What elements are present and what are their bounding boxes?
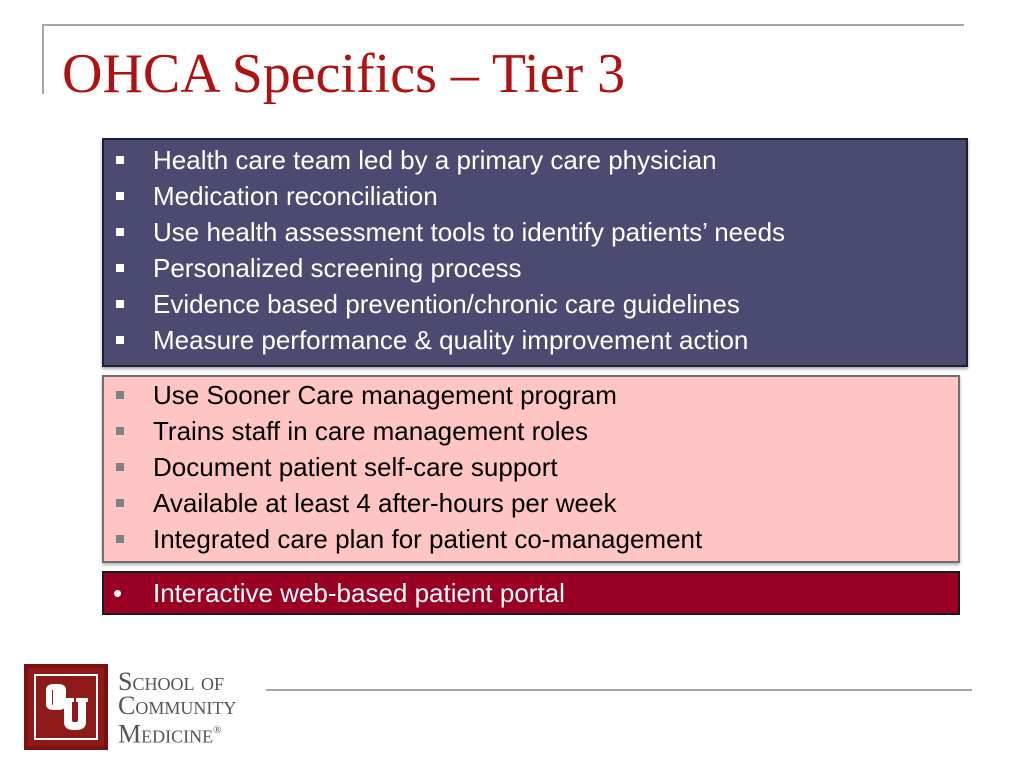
- square-bullet-icon: [116, 300, 124, 308]
- school-name-line3: Medicine: [118, 719, 214, 749]
- square-bullet-icon: [116, 391, 124, 399]
- square-bullet-icon: [116, 192, 124, 200]
- list-item-text: Medication reconciliation: [153, 181, 438, 211]
- list-item-text: Interactive web-based patient portal: [153, 578, 565, 608]
- list-item: [104, 521, 958, 557]
- square-bullet-icon: [116, 228, 124, 236]
- list-item-text: Health care team led by a primary care physician: [153, 145, 717, 175]
- square-bullet-icon: [116, 264, 124, 272]
- list-item: [104, 485, 958, 521]
- list-item: [104, 178, 966, 214]
- square-bullet-icon: [116, 336, 124, 344]
- list-item: [104, 214, 966, 250]
- square-bullet-icon: [116, 463, 124, 471]
- square-bullet-icon: [116, 156, 124, 164]
- tier-requirements-box: [102, 138, 968, 367]
- list-item: [104, 286, 966, 322]
- left-rule: [42, 24, 44, 94]
- list-item-text: Integrated care plan for patient co-management: [153, 524, 703, 554]
- school-name: [118, 667, 237, 749]
- ou-logo-icon: [24, 664, 108, 750]
- care-management-box: [102, 375, 960, 563]
- list-item-text: Document patient self-care support: [153, 452, 558, 482]
- list-item: [104, 449, 958, 485]
- list-item-text: Trains staff in care management roles: [153, 416, 588, 446]
- list-item-text: Personalized screening process: [153, 253, 522, 283]
- bottom-rule: [266, 689, 972, 691]
- school-name-line1: School of: [118, 667, 224, 696]
- ou-monogram-icon: [36, 676, 96, 738]
- list-item: [104, 322, 966, 358]
- square-bullet-icon: [116, 427, 124, 435]
- list-item-text: Use health assessment tools to identify patients’ needs: [153, 217, 786, 247]
- dot-bullet-icon: •: [113, 578, 123, 608]
- patient-portal-box: [102, 571, 960, 615]
- list-item-text: Available at least 4 after-hours per week: [153, 488, 617, 518]
- list-item: [104, 413, 958, 449]
- list-item: [104, 575, 958, 611]
- slide-title: OHCA Specifics – Tier 3: [62, 43, 626, 105]
- school-name-line2: Community: [118, 691, 237, 720]
- square-bullet-icon: [116, 499, 124, 507]
- list-item: [104, 250, 966, 286]
- list-item-text: Use Sooner Care management program: [153, 380, 617, 410]
- list-item: [104, 377, 958, 413]
- list-item-text: Evidence based prevention/chronic care guidelines: [153, 289, 740, 319]
- list-item: [104, 142, 966, 178]
- list-item-text: Measure performance & quality improvement action: [153, 325, 749, 355]
- square-bullet-icon: [116, 535, 124, 543]
- top-rule: [42, 24, 964, 26]
- registered-mark: ®: [213, 724, 222, 736]
